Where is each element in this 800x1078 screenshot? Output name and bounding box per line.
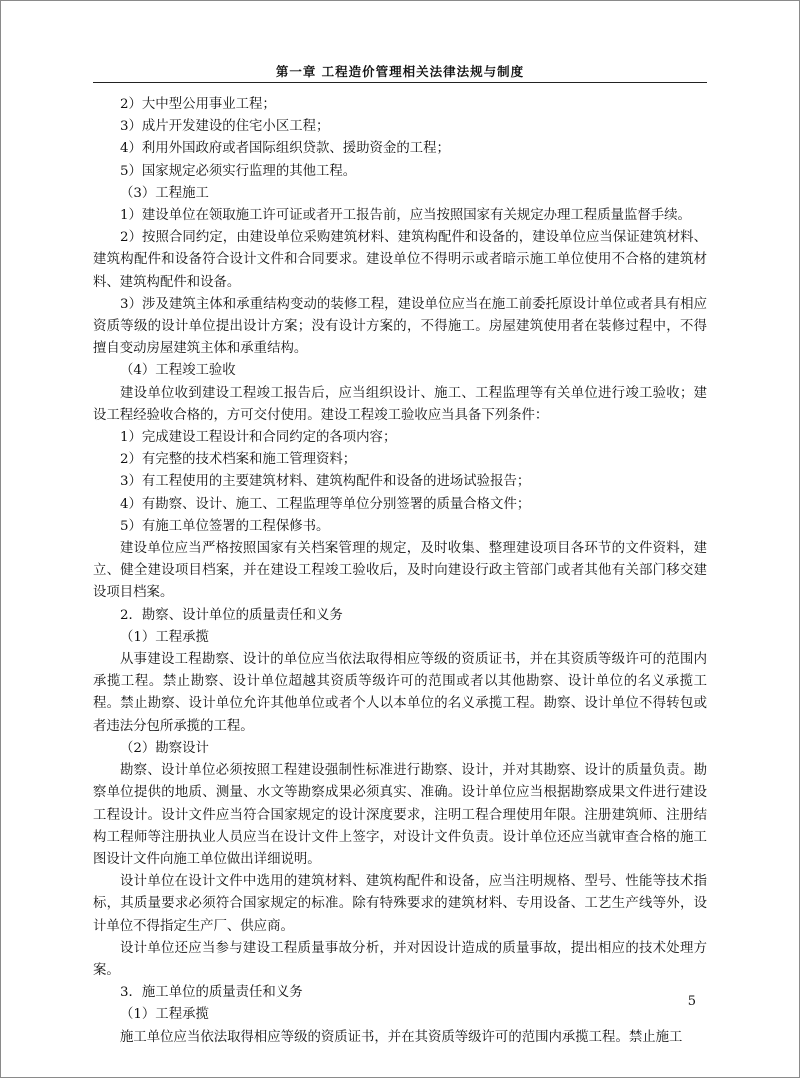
list-item: 4）有勘察、设计、施工、工程监理等单位分别签署的质量合格文件； bbox=[120, 496, 531, 512]
list-item: 1）完成建设工程设计和合同约定的各项内容； bbox=[120, 430, 397, 446]
paragraph: 设计单位在设计文件中选用的建筑材料、建筑构配件和设备，应当注明规格、型号、性能等技术指标，其质量要求必须符合国家规定的标准。除有特殊要求的建筑材料、专用设备、工艺生产线等外，设计单位不得指定生产厂、供应商。 bbox=[93, 874, 707, 934]
paragraph: 2）按照合同约定，由建设单位采购建筑材料、建筑构配件和设备的，建设单位应当保证建筑材料、建筑构配件和设备符合设计文件和合同要求。建设单位不得明示或者暗示施工单位使用不合格的建筑材料、建筑构配件和设备。 bbox=[93, 230, 707, 290]
subsection-heading: （4）工程竣工验收 bbox=[120, 363, 236, 379]
list-item: 2）有完整的技术档案和施工管理资料； bbox=[120, 452, 357, 468]
paragraph: 建设单位收到建设工程竣工报告后，应当组织设计、施工、工程监理等有关单位进行竣工验收；建设工程经验收合格的，方可交付使用。建设工程竣工验收应当具备下列条件： bbox=[93, 385, 707, 423]
list-item: 3）成片开发建设的住宅小区工程； bbox=[120, 119, 330, 135]
subsection-heading: （1）工程承揽 bbox=[120, 1007, 209, 1023]
list-item: 4）利用外国政府或者国际组织贷款、援助资金的工程； bbox=[120, 141, 450, 157]
paragraph: 建设单位应当严格按照国家有关档案管理的规定，及时收集、整理建设项目各环节的文件资料，建立、健全建设项目档案，并在建设工程竣工验收后，及时向建设行政主管部门或者其他有关部门移交建设项目档案。 bbox=[93, 541, 707, 601]
paragraph: 施工单位应当依法取得相应等级的资质证书，并在其资质等级许可的范围内承揽工程。禁止施工 bbox=[120, 1029, 683, 1045]
body-text bbox=[93, 94, 707, 1049]
list-item: 3）有工程使用的主要建筑材料、建筑构配件和设备的进场试验报告； bbox=[120, 474, 531, 490]
subsection-heading: （2）勘察设计 bbox=[120, 740, 209, 756]
page-number: 5 bbox=[687, 994, 696, 1009]
paragraph: 1）建设单位在领取施工许可证或者开工报告前，应当按照国家有关规定办理工程质量监督手续。 bbox=[120, 208, 691, 224]
paragraph: 从事建设工程勘察、设计的单位应当依法取得相应等级的资质证书，并在其资质等级许可的范围内承揽工程。禁止勘察、设计单位超越其资质等级许可的范围或者以其他勘察、设计单位的名义承揽工程。禁止勘察、设计单位允许其他单位或者个人以本单位的名义承揽工程。勘察、设计单位不得转包或者违法分包所承揽的工程。 bbox=[93, 652, 707, 734]
list-item: 2）大中型公用事业工程； bbox=[120, 97, 276, 112]
list-item: 5）国家规定必须实行监理的其他工程。 bbox=[120, 163, 357, 179]
header-rule bbox=[93, 82, 707, 83]
subsection-heading: （1）工程承揽 bbox=[120, 629, 209, 645]
running-header: 第一章 工程造价管理相关法律法规与制度 bbox=[275, 64, 525, 79]
paragraph: 3）涉及建筑主体和承重结构变动的装修工程，建设单位应当在施工前委托原设计单位或者具有相应资质等级的设计单位提出设计方案；没有设计方案的，不得施工。房屋建筑使用者在装修过程中，不得擅自变动房屋建筑主体和承重结构。 bbox=[93, 296, 707, 357]
paragraph: 勘察、设计单位必须按照工程建设强制性标准进行勘察、设计，并对其勘察、设计的质量负责。勘察单位提供的地质、测量、水文等勘察成果必须真实、准确。设计单位应当根据勘察成果文件进行建设工程设计。设计文件应当符合国家规定的设计深度要求，注明工程合理使用年限。注册建筑师、注册结构工程师等注册执业人员应当在设计文件上签字，对设计文件负责。设计单位还应当就审查合格的施工图设计文件向施工单位做出详细说明。 bbox=[93, 763, 707, 867]
subsection-heading: （3）工程施工 bbox=[120, 185, 209, 201]
section-heading: 3．施工单位的质量责任和义务 bbox=[120, 985, 303, 1001]
paragraph: 设计单位还应当参与建设工程质量事故分析，并对因设计造成的质量事故，提出相应的技术处理方案。 bbox=[93, 940, 707, 978]
list-item: 5）有施工单位签署的工程保修书。 bbox=[120, 518, 330, 534]
section-heading: 2．勘察、设计单位的质量责任和义务 bbox=[120, 607, 343, 623]
